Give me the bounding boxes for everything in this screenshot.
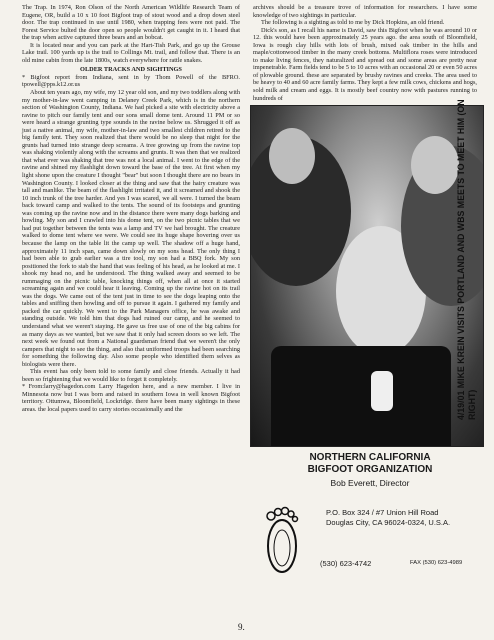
right-column (253, 4, 477, 102)
indiana-report-body: About ten years ago, my wife, my 12 year old son, and my two toddlers along with my mother-in-law went camping in Delaney Creek Park, which is in the northern section of Washington County, Indiana. We had picked a site with electricity above a ravine to pitch our family tent and our sons small dome tent. Around 11 PM or so were heard a strange grunting type sounds in the ravine below us. Shrugged it off as just a native animal, my wife, mother-in-law and two smallest children retired to the big family tent. They soon realized that there would be no sleep that night for the grunts had turned into strange deep screams. A tree growing up from the ravine top was shaking violently along with the screams and grunts. It was then that we realized that what ever was shaking that tree was not a local animal. I went to the edge of the ravine and shined my flashlight down toward the base of the tree. At first when my light shone upon the creature I thought "bear" but soon I thought there are no bears in Washington County. I looked closer at the thing and saw that the hairy creature was tall and manlike. The beam of the flashlight irritated it, and it screamed and shook the 10 inch trunk of the tree harder. And yes I was scared, we all were. I turned the beam back toward camp and walked to the tents. The sound of its footsteps and grunting was coming up the ravine now and in the distance there were many dogs barking and howling. My son and I crawled into his dome tent, on the two picnic tables that we had put together between the tents was a lamp and TV we had brought. The creature walked to dome tent where we were. We could see its huge shape hovering over us because the lamp on the table lit the camp up well. The shadow off a huge hand, approximately 11 inch span, came down slowly on my sons head. The only thing I had been able to grab earlier was a tire tool, my son had a BBQ fork. My son positioned the fork to stab the hand that was feeling of his head, as he looked at me. I shook my head no, and he understood. The thing walked away and seemed to be rummaging on the picnic table, knocking things off, when all at once it started screaming again and we could hear it leaving. Coming up the ravine hot on its trail was the dogs. We came out of the tent just in time to see the dogs leaping onto the tables and sniffing then howling and off to pursue it again. I gathered my family and packed the car quickly. We went to the Park Managers office, he was awake and standing outside. We told him that dogs had ruined our camp, and he seemed to understand what we weren't staying. He gave us free use of one of the big cabins for as many days as we wanted, but we saw that it only had screen doors so we left. The next week we found out from a National guardsman friend that we weren't the only campers that night to see the thing, and also that uniformed troops had been searching for something the following day. Also some people who identified them selves as biologists were there. (22, 89, 240, 368)
indiana-report-intro: * Bigfoot report from Indiana, sent in by Thom Powell of the BFRO. tpowell@pps.k12.or.us (22, 73, 240, 89)
org-phone: (530) 623-4742 (320, 559, 372, 568)
iowa-report-attribution: The following is a sighting as told to me by Dick Hopkins, an old friend. (261, 19, 445, 27)
org-director: Bob Everett, Director (330, 478, 410, 488)
trap-paragraph: The Trap. In 1974, Ron Olson of the North American Wildlife Research Team of Eugene, OR, build a 10 x 10 foot Bigfoot trap of stout wood and a drop down steel door. The trap continued in use until 1980, when trapping fees were not paid. The Forest Service bulted the door open so people wouldn't get caught in it. I heard that the trap when active captured three bears and an bobcat. (22, 4, 240, 42)
bigfoot-footprint-icon (258, 502, 306, 576)
section-heading: OLDER TRACKS AND SIGHTINGS (80, 66, 182, 74)
photo-table-items (271, 346, 451, 447)
indiana-report-closing: This event has only been told to some family and close friends. Actually it had been so frightening that we would like to forget it completely. (22, 368, 240, 383)
address-line1: P.O. Box 324 / #7 Union Hill Road (326, 508, 439, 517)
org-fax: FAX (530) 623-4989 (410, 560, 463, 566)
photo-caption: 4/19/01 MIKE KREIN VISITS PORTLAND AND WBS MEETS TO MEET HIM (ON RIGHT) (456, 99, 477, 420)
org-address (326, 508, 486, 528)
org-title (254, 452, 486, 476)
trap-location-paragraph: It is located near and you can park at the Hart-Tish Park, and go up the Grouse Lake trail. 100 yards up is the trail to Collings Mt. trail, and follow that. There is an old mine cabin from the late 1800s, watch everywhere for rattle snakes. (22, 41, 240, 64)
iowa-report-continued: archives should be a treasure trove of information for researchers. I have some knowledge of two sightings in particular. (253, 4, 477, 19)
org-title-line2: BIGFOOT ORGANIZATION (307, 464, 433, 475)
iowa-report-body: Dick's son, as I recall his name is David, saw this Bigfoot when he was around 10 or 12. this would have been approximately 25 years ago. the area south of Bloomfield, Iowa is rough clay hills with lots of brush, mixed oak timber in the hills and maple/cottonwood timber in the many creek bottoms. Multiflora roses were introduced to make living fences, they naturalized and spread out and some areas are pretty near impenetrable. Farm fields tend to be 5 to 10 acres with an occasional 20 or even 50 acres of plowable ground. these are separated by brushy ravines and creeks. The area used to be heavy to 40 and 60 acre family farms. They kept a few milk cows, chickens and hogs, sold milk and cream and eggs. It is mostly beef country now with pastures running to hundreds of (253, 26, 477, 102)
page-number: 9. (238, 622, 245, 632)
meeting-photo (250, 105, 484, 447)
address-line2: Douglas City, CA 96024-0324, U.S.A. (326, 518, 451, 527)
iowa-report-intro: * From:larry@hagedon.com Larry Hagedon here, and a new member. I live in Minnesota now but I was born and raised in southern Iowa in well known Bigfoot territory. Ottumwa, Bloomfield, Lockridge. there have been many sightings in these areas. the local papers used to carry stories occasionally and the (22, 383, 240, 413)
photo-glass (371, 371, 393, 411)
photo-figure-left-face (269, 128, 315, 184)
org-title-line1: NORTHERN CALIFORNIA (309, 452, 431, 463)
left-column (22, 4, 240, 414)
photo-figure-right-face (411, 136, 459, 194)
